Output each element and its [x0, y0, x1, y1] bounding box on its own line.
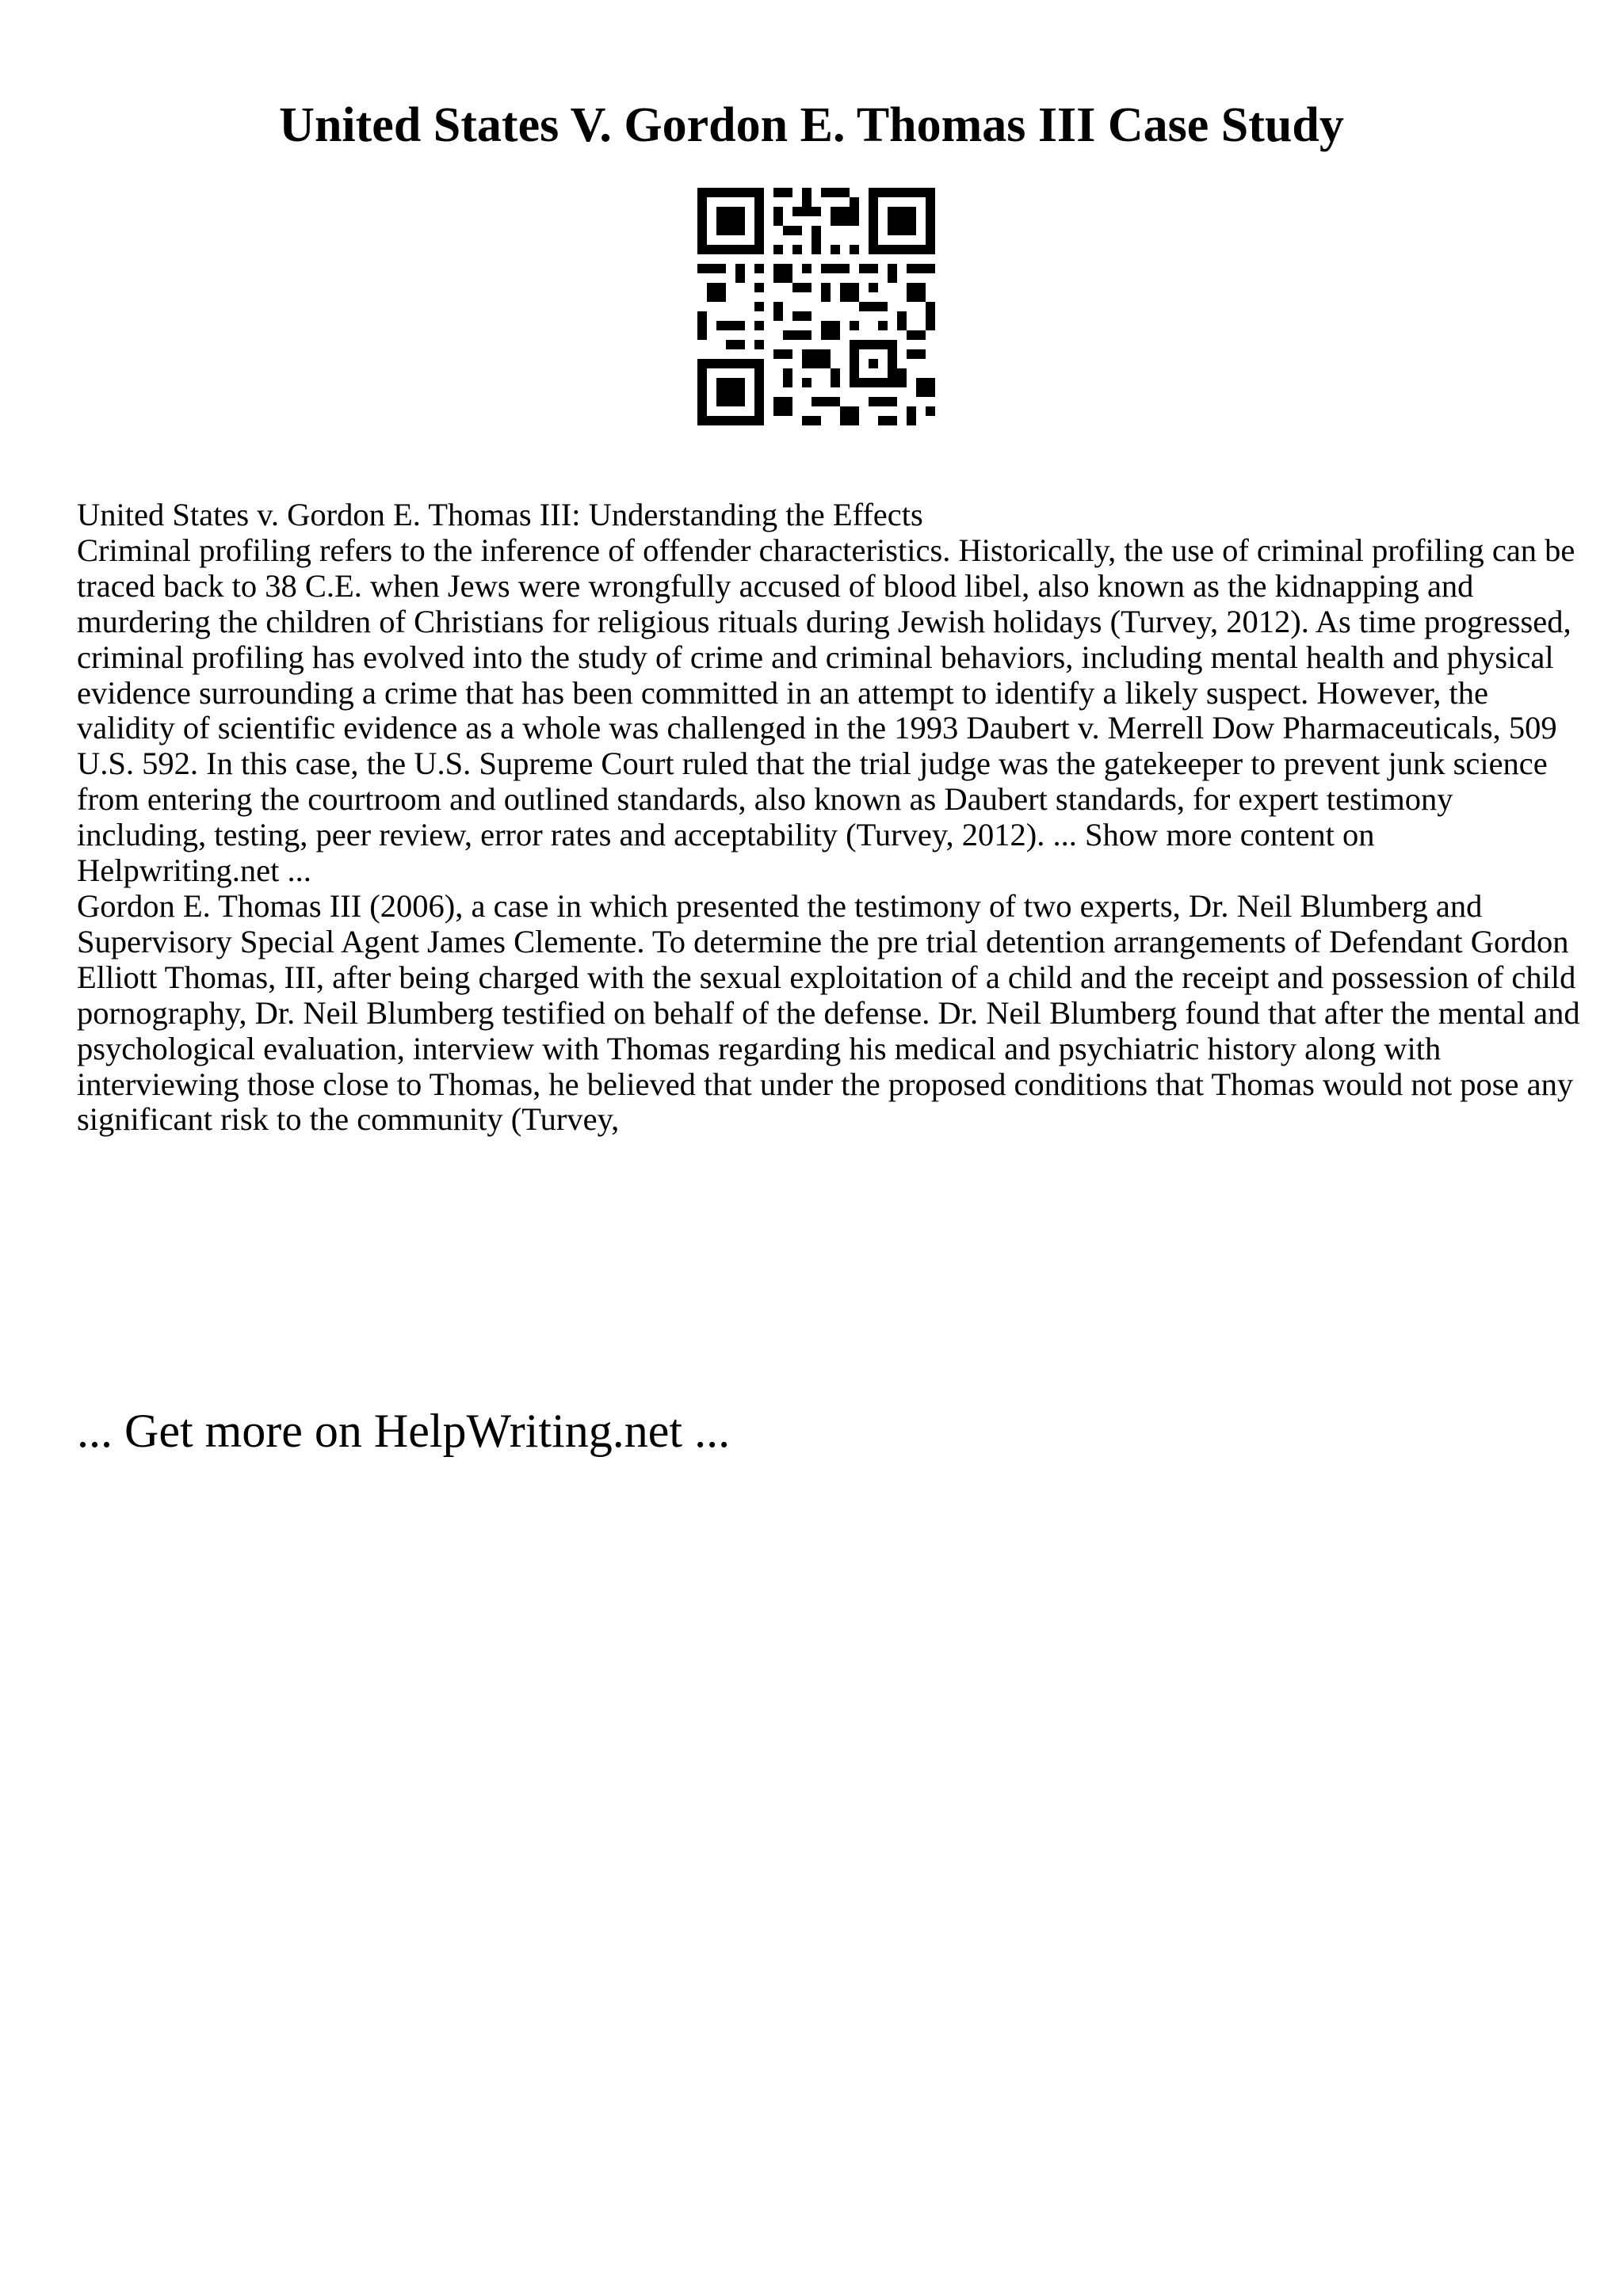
get-more-link[interactable]: ... Get more on HelpWriting.net ... [77, 1405, 731, 1457]
paragraph-case-details: Gordon E. Thomas III (2006), a case in which presented the testimony of two experts, Dr. Neil Blumberg and Supervisory Special Agent James Clemente. To determine the pre trial detention arrangements of Defendant Gordon Elliott Thomas, III, after being charged with the sexual exploitation of a child and the receipt and possession of child pornography, Dr. Neil Blumberg testified on behalf of the defense. Dr. Neil Blumberg found that after the mental and psychological evaluation, interview with Thomas regarding his medical and psychiatric history along with interviewing those close to Thomas, he believed that under the proposed conditions that Thomas would not pose any significant risk to the community (Turvey, [77, 887, 1580, 1138]
document-title: United States V. Gordon E. Thomas III Case Study [279, 98, 1344, 152]
section-heading: United States v. Gordon E. Thomas III: Understanding the Effects [77, 497, 923, 532]
qr-code-icon [697, 188, 935, 425]
paragraph-intro: Criminal profiling refers to the inference of offender characteristics. Historically, the use of criminal profiling can be traced back to 38 C.E. when Jews were wrongfully accused of blood libel, also known as the kidnapping and murdering the children of Christians for religious rituals during Jewish holidays (Turvey, 2012). As time progressed, criminal profiling has evolved into the study of crime and criminal behaviors, including mental health and physical evidence surrounding a crime that has been committed in an attempt to identify a likely suspect. However, the validity of scientific evidence as a whole was challenged in the 1993 Daubert v. Merrell Dow Pharmaceuticals, 509 U.S. 592. In this case, the U.S. Supreme Court ruled that the trial judge was the gatekeeper to prevent junk science from entering the courtroom and outlined standards, also known as Daubert standards, for expert testimony including, testing, peer review, error rates and acceptability (Turvey, 2012). ... Show more content on Helpwriting.net ... [77, 532, 1575, 889]
document-body [77, 498, 1583, 1138]
